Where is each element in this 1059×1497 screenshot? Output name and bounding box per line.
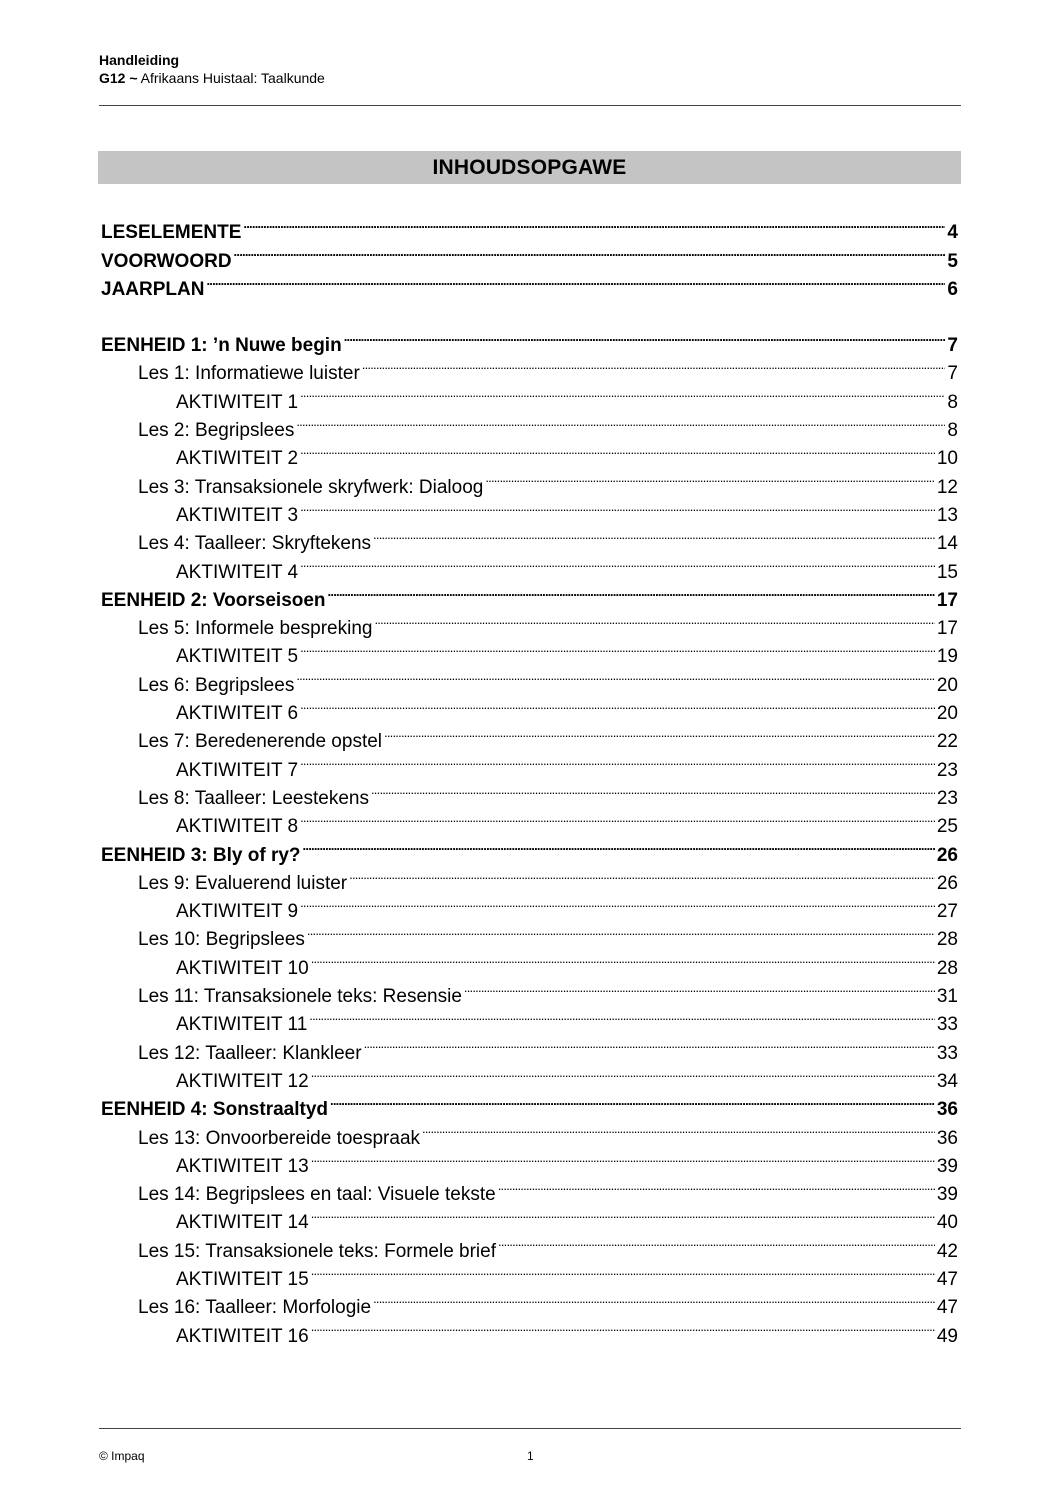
toc-dot-leader [330, 1087, 935, 1115]
footer-page-number: 1 [527, 1449, 534, 1463]
toc-entry-page: 28 [936, 957, 958, 979]
toc-entry-page: 27 [936, 901, 958, 923]
toc-entry-label: Les 2: Begripslees [138, 420, 295, 442]
toc-dot-leader [311, 1059, 935, 1087]
toc-entry-page: 40 [936, 1212, 958, 1234]
header-subject: Afrikaans Huistaal: Taalkunde [140, 70, 325, 86]
toc-entry-label: Les 4: Taalleer: Skryftekens [138, 533, 372, 555]
toc-entry-page: 28 [936, 929, 958, 951]
toc-entry-label: Les 12: Taalleer: Klankleer [138, 1042, 362, 1064]
toc-dot-leader [300, 634, 935, 662]
toc-entry-label: AKTIWITEIT 10 [176, 957, 309, 979]
toc-entry-page: 22 [936, 731, 958, 753]
toc-dot-leader [300, 549, 935, 577]
toc-entry-label: Les 16: Taalleer: Morfologie [138, 1297, 372, 1319]
toc-dot-leader [371, 776, 935, 804]
toc-dot-leader [300, 804, 935, 832]
toc-entry-label: AKTIWITEIT 4 [176, 561, 299, 583]
toc-entry-label: Les 5: Informele bespreking [138, 618, 373, 640]
toc-entry[interactable] [101, 210, 958, 244]
toc-entry-label: Les 6: Begripslees [138, 674, 295, 696]
toc-entry-label: AKTIWITEIT 7 [176, 759, 299, 781]
toc-dot-leader [296, 408, 945, 436]
toc-entry-page: 33 [936, 1042, 958, 1064]
toc-entry-page: 8 [947, 391, 958, 413]
toc-entry-page: 12 [936, 476, 958, 498]
toc-dot-leader [307, 917, 935, 945]
toc-dot-leader [328, 578, 935, 606]
toc-entry-label: Les 9: Evaluerend luister [138, 872, 348, 894]
toc-dot-leader [344, 323, 946, 351]
toc-dot-leader [498, 1228, 935, 1256]
toc-dot-leader [206, 267, 945, 295]
toc-dot-leader [422, 1115, 935, 1143]
toc-entry-page: 8 [947, 420, 958, 442]
toc-entry-page: 7 [947, 335, 958, 357]
toc-entry-page: 20 [936, 703, 958, 725]
toc-dot-leader [498, 1172, 935, 1200]
toc-dot-leader [364, 1030, 935, 1058]
toc-entry-page: 17 [936, 589, 958, 611]
toc-dot-leader [349, 861, 935, 889]
toc-entry-label: Les 3: Transaksionele skryfwerk: Dialoog [138, 476, 484, 498]
toc-entry-page: 26 [936, 844, 958, 866]
toc-entry-page: 47 [936, 1297, 958, 1319]
toc-entry-page: 23 [936, 787, 958, 809]
toc-entry-label: AKTIWITEIT 1 [176, 391, 299, 413]
toc-dot-leader [243, 210, 945, 238]
page-header [99, 51, 961, 87]
toc-entry[interactable] [101, 323, 958, 357]
footer-copyright: © Impaq [99, 1449, 145, 1463]
toc-dot-leader [362, 351, 946, 379]
toc-dot-leader [300, 379, 945, 407]
toc-entry-label: EENHEID 2: Voorseisoen [101, 589, 326, 611]
toc-entry-label: VOORWOORD [101, 250, 232, 272]
toc-entry-label: AKTIWITEIT 13 [176, 1155, 309, 1177]
toc-entry-label: AKTIWITEIT 14 [176, 1212, 309, 1234]
toc-entry-page: 17 [936, 618, 958, 640]
toc-entry-label: AKTIWITEIT 11 [176, 1014, 308, 1036]
toc-entry-page: 4 [947, 222, 958, 244]
footer-divider [99, 1428, 961, 1429]
toc-entry-label: AKTIWITEIT 12 [176, 1070, 309, 1092]
toc-dot-leader [374, 606, 934, 634]
toc-dot-leader [373, 1285, 935, 1313]
toc-entry-page: 6 [947, 278, 958, 300]
toc-entry-page: 13 [936, 504, 958, 526]
toc-entry-page: 42 [936, 1240, 958, 1262]
toc-entry-page: 19 [936, 646, 958, 668]
toc-entry-label: AKTIWITEIT 16 [176, 1325, 309, 1347]
toc-entry-page: 25 [936, 816, 958, 838]
toc-entry-label: LESELEMENTE [101, 222, 242, 244]
toc-entry-label: Les 8: Taalleer: Leestekens [138, 787, 369, 809]
toc-entry-page: 26 [936, 872, 958, 894]
toc-entry-label: JAARPLAN [101, 278, 205, 300]
toc-entry[interactable] [101, 267, 958, 300]
toc-entry-label: Les 10: Begripslees [138, 929, 305, 951]
toc-entry-page: 5 [947, 250, 958, 272]
toc-dot-leader [485, 464, 935, 492]
toc-dot-leader [311, 945, 935, 973]
toc-entry-label: Les 15: Transaksionele teks: Formele brief [138, 1240, 497, 1262]
toc-entry-label: Les 14: Begripslees en taal: Visuele tekste [138, 1184, 496, 1206]
toc-entry-label: AKTIWITEIT 5 [176, 646, 299, 668]
toc-entry-label: AKTIWITEIT 3 [176, 504, 299, 526]
toc-dot-leader [309, 1002, 935, 1030]
toc-dot-leader [464, 974, 935, 1002]
toc-dot-leader [296, 662, 935, 690]
toc-entry-page: 47 [936, 1268, 958, 1290]
toc-entry-page: 15 [936, 561, 958, 583]
toc-dot-leader [373, 521, 935, 549]
toc-entry-label: EENHEID 4: Sonstraaltyd [101, 1099, 328, 1121]
header-grade: G12 ~ [99, 70, 138, 86]
toc-dot-leader [300, 691, 935, 719]
header-divider [99, 105, 961, 106]
toc-dot-leader [303, 832, 935, 860]
toc-entry-label: EENHEID 1: ’n Nuwe begin [101, 335, 342, 357]
toc-spacer [101, 295, 958, 323]
toc-entry-page: 39 [936, 1184, 958, 1206]
toc-dot-leader [311, 1200, 935, 1228]
toc-dot-leader [384, 719, 935, 747]
header-subtitle [99, 69, 961, 87]
table-of-contents [101, 210, 958, 1347]
toc-entry-page: 36 [936, 1127, 958, 1149]
toc-dot-leader [234, 238, 946, 266]
toc-entry-page: 49 [936, 1325, 958, 1347]
toc-entry-label: Les 11: Transaksionele teks: Resensie [138, 986, 462, 1008]
toc-entry-page: 23 [936, 759, 958, 781]
toc-entry-label: AKTIWITEIT 6 [176, 703, 299, 725]
toc-entry-label: AKTIWITEIT 8 [176, 816, 299, 838]
header-title: Handleiding [99, 52, 180, 68]
toc-entry-page: 14 [936, 533, 958, 555]
toc-title: INHOUDSOPGAWE [98, 151, 961, 184]
toc-dot-leader [300, 747, 935, 775]
toc-dot-leader [311, 1257, 935, 1285]
toc-dot-leader [300, 889, 935, 917]
toc-entry-label: AKTIWITEIT 2 [176, 448, 299, 470]
toc-entry-label: Les 7: Beredenerende opstel [138, 731, 383, 753]
toc-dot-leader [300, 493, 935, 521]
toc-entry-page: 7 [947, 363, 958, 385]
toc-dot-leader [300, 436, 935, 464]
toc-entry-page: 39 [936, 1155, 958, 1177]
toc-dot-leader [311, 1144, 935, 1172]
toc-entry-label: EENHEID 3: Bly of ry? [101, 844, 301, 866]
toc-entry-label: AKTIWITEIT 9 [176, 901, 299, 923]
toc-dot-leader [311, 1313, 935, 1341]
toc-entry-label: Les 1: Informatiewe luister [138, 363, 360, 385]
toc-entry-page: 20 [936, 674, 958, 696]
toc-entry-page: 31 [936, 986, 958, 1008]
toc-entry-page: 34 [936, 1070, 958, 1092]
toc-entry-label: AKTIWITEIT 15 [176, 1268, 309, 1290]
toc-entry-label: Les 13: Onvoorbereide toespraak [138, 1127, 421, 1149]
toc-entry-page: 10 [936, 448, 958, 470]
toc-entry-page: 33 [936, 1014, 958, 1036]
toc-entry-page: 36 [936, 1099, 958, 1121]
